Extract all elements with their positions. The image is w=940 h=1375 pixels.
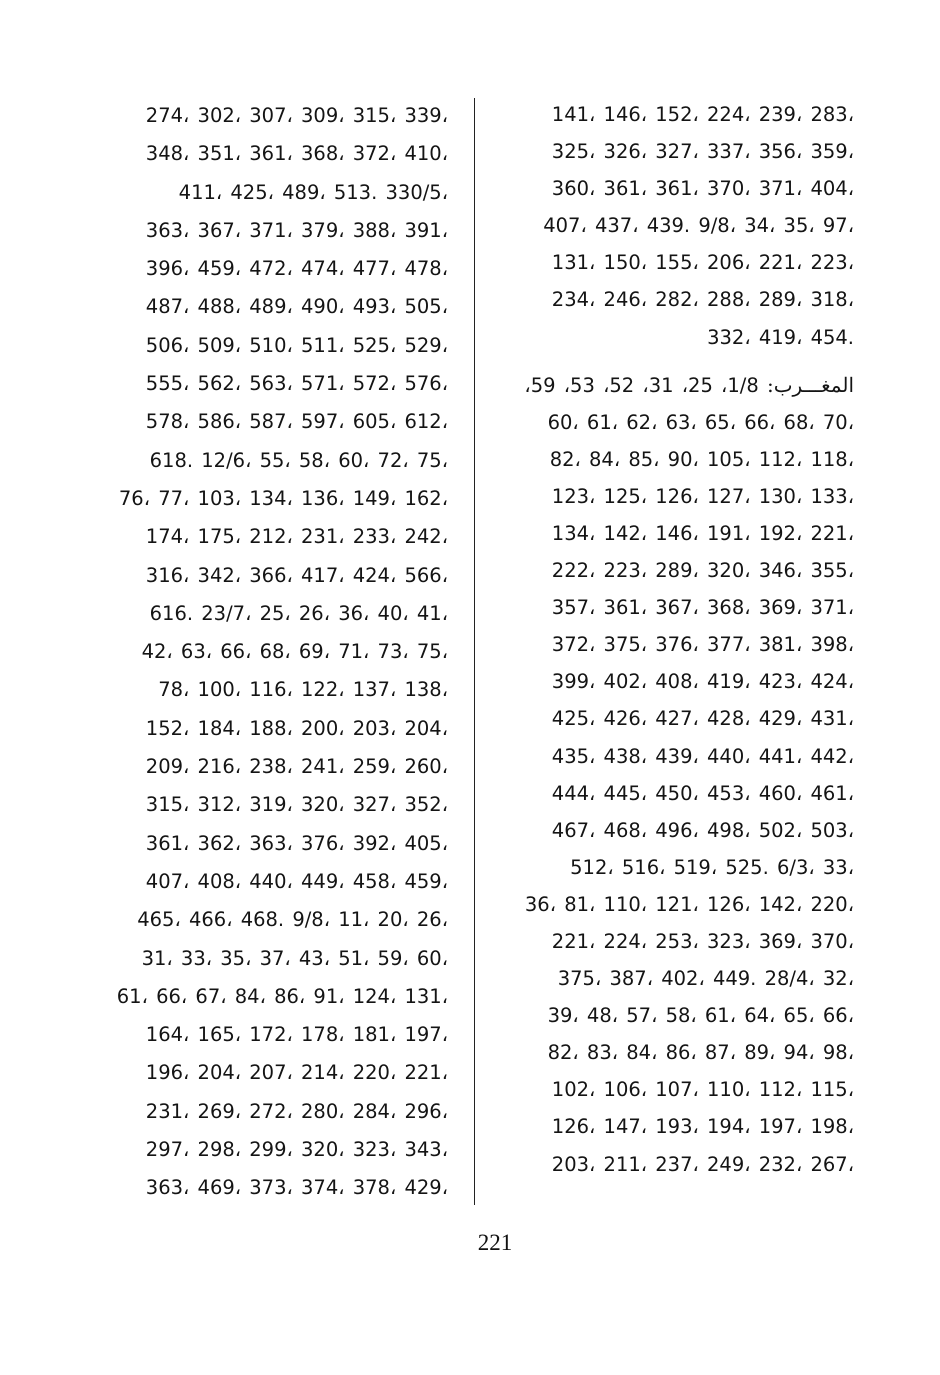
index-line: ،198 ،197 ،194 ،193 ،147 ،126 bbox=[551, 1115, 854, 1139]
index-line: ،131 ،124 ،91 ،86 ،84 ،67 ،66 ،61 bbox=[116, 984, 448, 1008]
index-line: ،60 ،59 ،51 ،43 ،37 ،35 ،33 ،31 bbox=[141, 946, 448, 970]
index-line: ،162 ،149 ،136 ،134 ،103 ،77 ،76 bbox=[118, 486, 448, 510]
index-line: ،138 ،137 ،122 ،116 ،100 ،78 bbox=[158, 678, 448, 702]
index-line: ،118 ،112 ،105 ،90 ،85 ،84 ،82 bbox=[549, 447, 854, 471]
index-line: ،221 ،192 ،191 ،146 ،142 ،134 bbox=[551, 521, 854, 545]
index-line: ،267 ،232 ،249 ،237 ،211 ،203 bbox=[551, 1152, 854, 1176]
index-line: ،70 ،68 ،66 ،65 ،63 ،62 ،61 ،60 bbox=[547, 410, 854, 434]
index-line: ،576 ،572 ،571 ،563 ،562 ،555 bbox=[145, 372, 448, 396]
page-number: 221 bbox=[477, 1230, 513, 1255]
index-line: ،33 ،6/3 .525 ،519 ،516 ،512 bbox=[570, 855, 854, 879]
index-line: ،461 ،460 ،453 ،450 ،445 ،444 bbox=[551, 781, 854, 805]
index-line: ،75 ،72 ،60 ،58 ،55 ،12/6 .618 bbox=[149, 448, 448, 472]
index-column-right bbox=[484, 96, 854, 1183]
index-line: ،41 ،40 ،36 ،26 ،25 ،23/7 .616 bbox=[149, 601, 448, 625]
index-line: ،115 ،112 ،110 ،107 ،106 ،102 bbox=[551, 1078, 854, 1102]
index-line: ،404 ،371 ،370 ،361 ،361 ،360 bbox=[551, 177, 854, 201]
index-line: ،98 ،94 ،89 ،87 ،86 ،84 ،83 ،82 bbox=[547, 1041, 854, 1065]
index-line: ،442 ،441 ،440 ،439 ،438 ،435 bbox=[551, 744, 854, 768]
index-line: .454 ،419 ،332 bbox=[707, 325, 854, 349]
index-line: ،339 ،315 ،309 ،307 ،302 ،274 bbox=[145, 104, 448, 127]
index-line: ،260 ،259 ،241 ،238 ،216 ،209 bbox=[145, 755, 448, 779]
index-line: ،330/5 .513 ،489 ،425 ،411 bbox=[178, 180, 448, 204]
index-column-left bbox=[100, 97, 448, 1208]
index-line: ،66 ،65 ،64 ،61 ،58 ،57 ،48 ،39 bbox=[547, 1004, 854, 1028]
index-line: ،133 ،130 ،127 ،126 ،125 ،123 bbox=[551, 484, 854, 508]
index-line: ،505 ،493 ،490 ،489 ،488 ،487 bbox=[145, 295, 448, 319]
index-line: ،352 ،327 ،320 ،319 ،312 ،315 bbox=[145, 793, 448, 817]
index-line: ،370 ،369 ،323 ،253 ،224 ،221 bbox=[551, 929, 854, 953]
index-line: ،391 ،388 ،379 ،371 ،367 ،363 bbox=[145, 218, 448, 242]
index-line: ،459 ،458 ،449 ،440 ،408 ،407 bbox=[145, 869, 448, 893]
index-line: ،197 ،181 ،178 ،172 ،165 ،164 bbox=[145, 1023, 448, 1047]
heading-line-values: 1/8، 25، 31، 52، 53، 59، bbox=[524, 373, 767, 397]
index-line: ،429 ،378 ،374 ،373 ،469 ،363 bbox=[145, 1176, 448, 1200]
index-line: ،32 ،28/4 .449 ،402 ،387 ،375 bbox=[557, 967, 854, 991]
index-line: ،503 ،502 ،498 ،496 ،468 ،467 bbox=[551, 818, 854, 842]
index-line: ،566 ،424 ،417 ،366 ،342 ،316 bbox=[145, 563, 448, 587]
index-line: ،318 ،289 ،288 ،282 ،246 ،234 bbox=[551, 288, 854, 312]
column-divider bbox=[474, 98, 475, 1205]
index-line: ،529 ،525 ،511 ،510 ،509 ،506 bbox=[145, 333, 448, 357]
index-line: ،75 ،73 ،71 ،69 ،68 ،66 ،63 ،42 bbox=[141, 640, 448, 664]
index-line: ،612 ،605 ،597 ،587 ،586 ،578 bbox=[145, 410, 448, 434]
index-line: ،431 ،429 ،428 ،427 ،426 ،425 bbox=[551, 707, 854, 731]
index-line: ،424 ،423 ،419 ،408 ،402 ،399 bbox=[551, 670, 854, 694]
index-line: ،26 ،20 ،11 ،9/8 .468 ،466 ،465 bbox=[137, 908, 448, 932]
index-line: ،410 ،372 ،368 ،361 ،351 ،348 bbox=[145, 142, 448, 166]
index-line: ،296 ،284 ،280 ،272 ،269 ،231 bbox=[145, 1099, 448, 1123]
section-heading: المغـــرب: bbox=[766, 372, 854, 397]
index-line: ،242 ،233 ،231 ،212 ،175 ،174 bbox=[145, 525, 448, 549]
index-line: ،359 ،356 ،337 ،327 ،326 ،325 bbox=[551, 140, 854, 164]
index-line: ،283 ،239 ،224 ،152 ،146 ،141 bbox=[551, 103, 854, 126]
index-line: ،221 ،220 ،214 ،207 ،204 ،196 bbox=[145, 1061, 448, 1085]
index-line: ،398 ،381 ،377 ،376 ،375 ،372 bbox=[551, 633, 854, 657]
index-line: ،478 ،477 ،474 ،472 ،459 ،396 bbox=[145, 257, 448, 281]
section-heading-line bbox=[484, 367, 854, 404]
index-line: ،204 ،203 ،200 ،188 ،184 ،152 bbox=[145, 716, 448, 740]
index-line: ،355 ،346 ،320 ،289 ،223 ،222 bbox=[551, 559, 854, 583]
index-line: ،97 ،35 ،34 ،9/8 .439 ،437 ،407 bbox=[543, 214, 854, 238]
index-line: ،223 ،221 ،206 ،155 ،150 ،131 bbox=[551, 251, 854, 275]
index-line: ،343 ،323 ،320 ،299 ،298 ،297 bbox=[145, 1138, 448, 1162]
index-line: ،371 ،369 ،368 ،367 ،361 ،357 bbox=[551, 596, 854, 620]
index-line: ،405 ،392 ،376 ،363 ،362 ،361 bbox=[145, 831, 448, 855]
index-line: ،220 ،142 ،126 ،121 ،110 ،81 ،36 bbox=[524, 892, 854, 916]
